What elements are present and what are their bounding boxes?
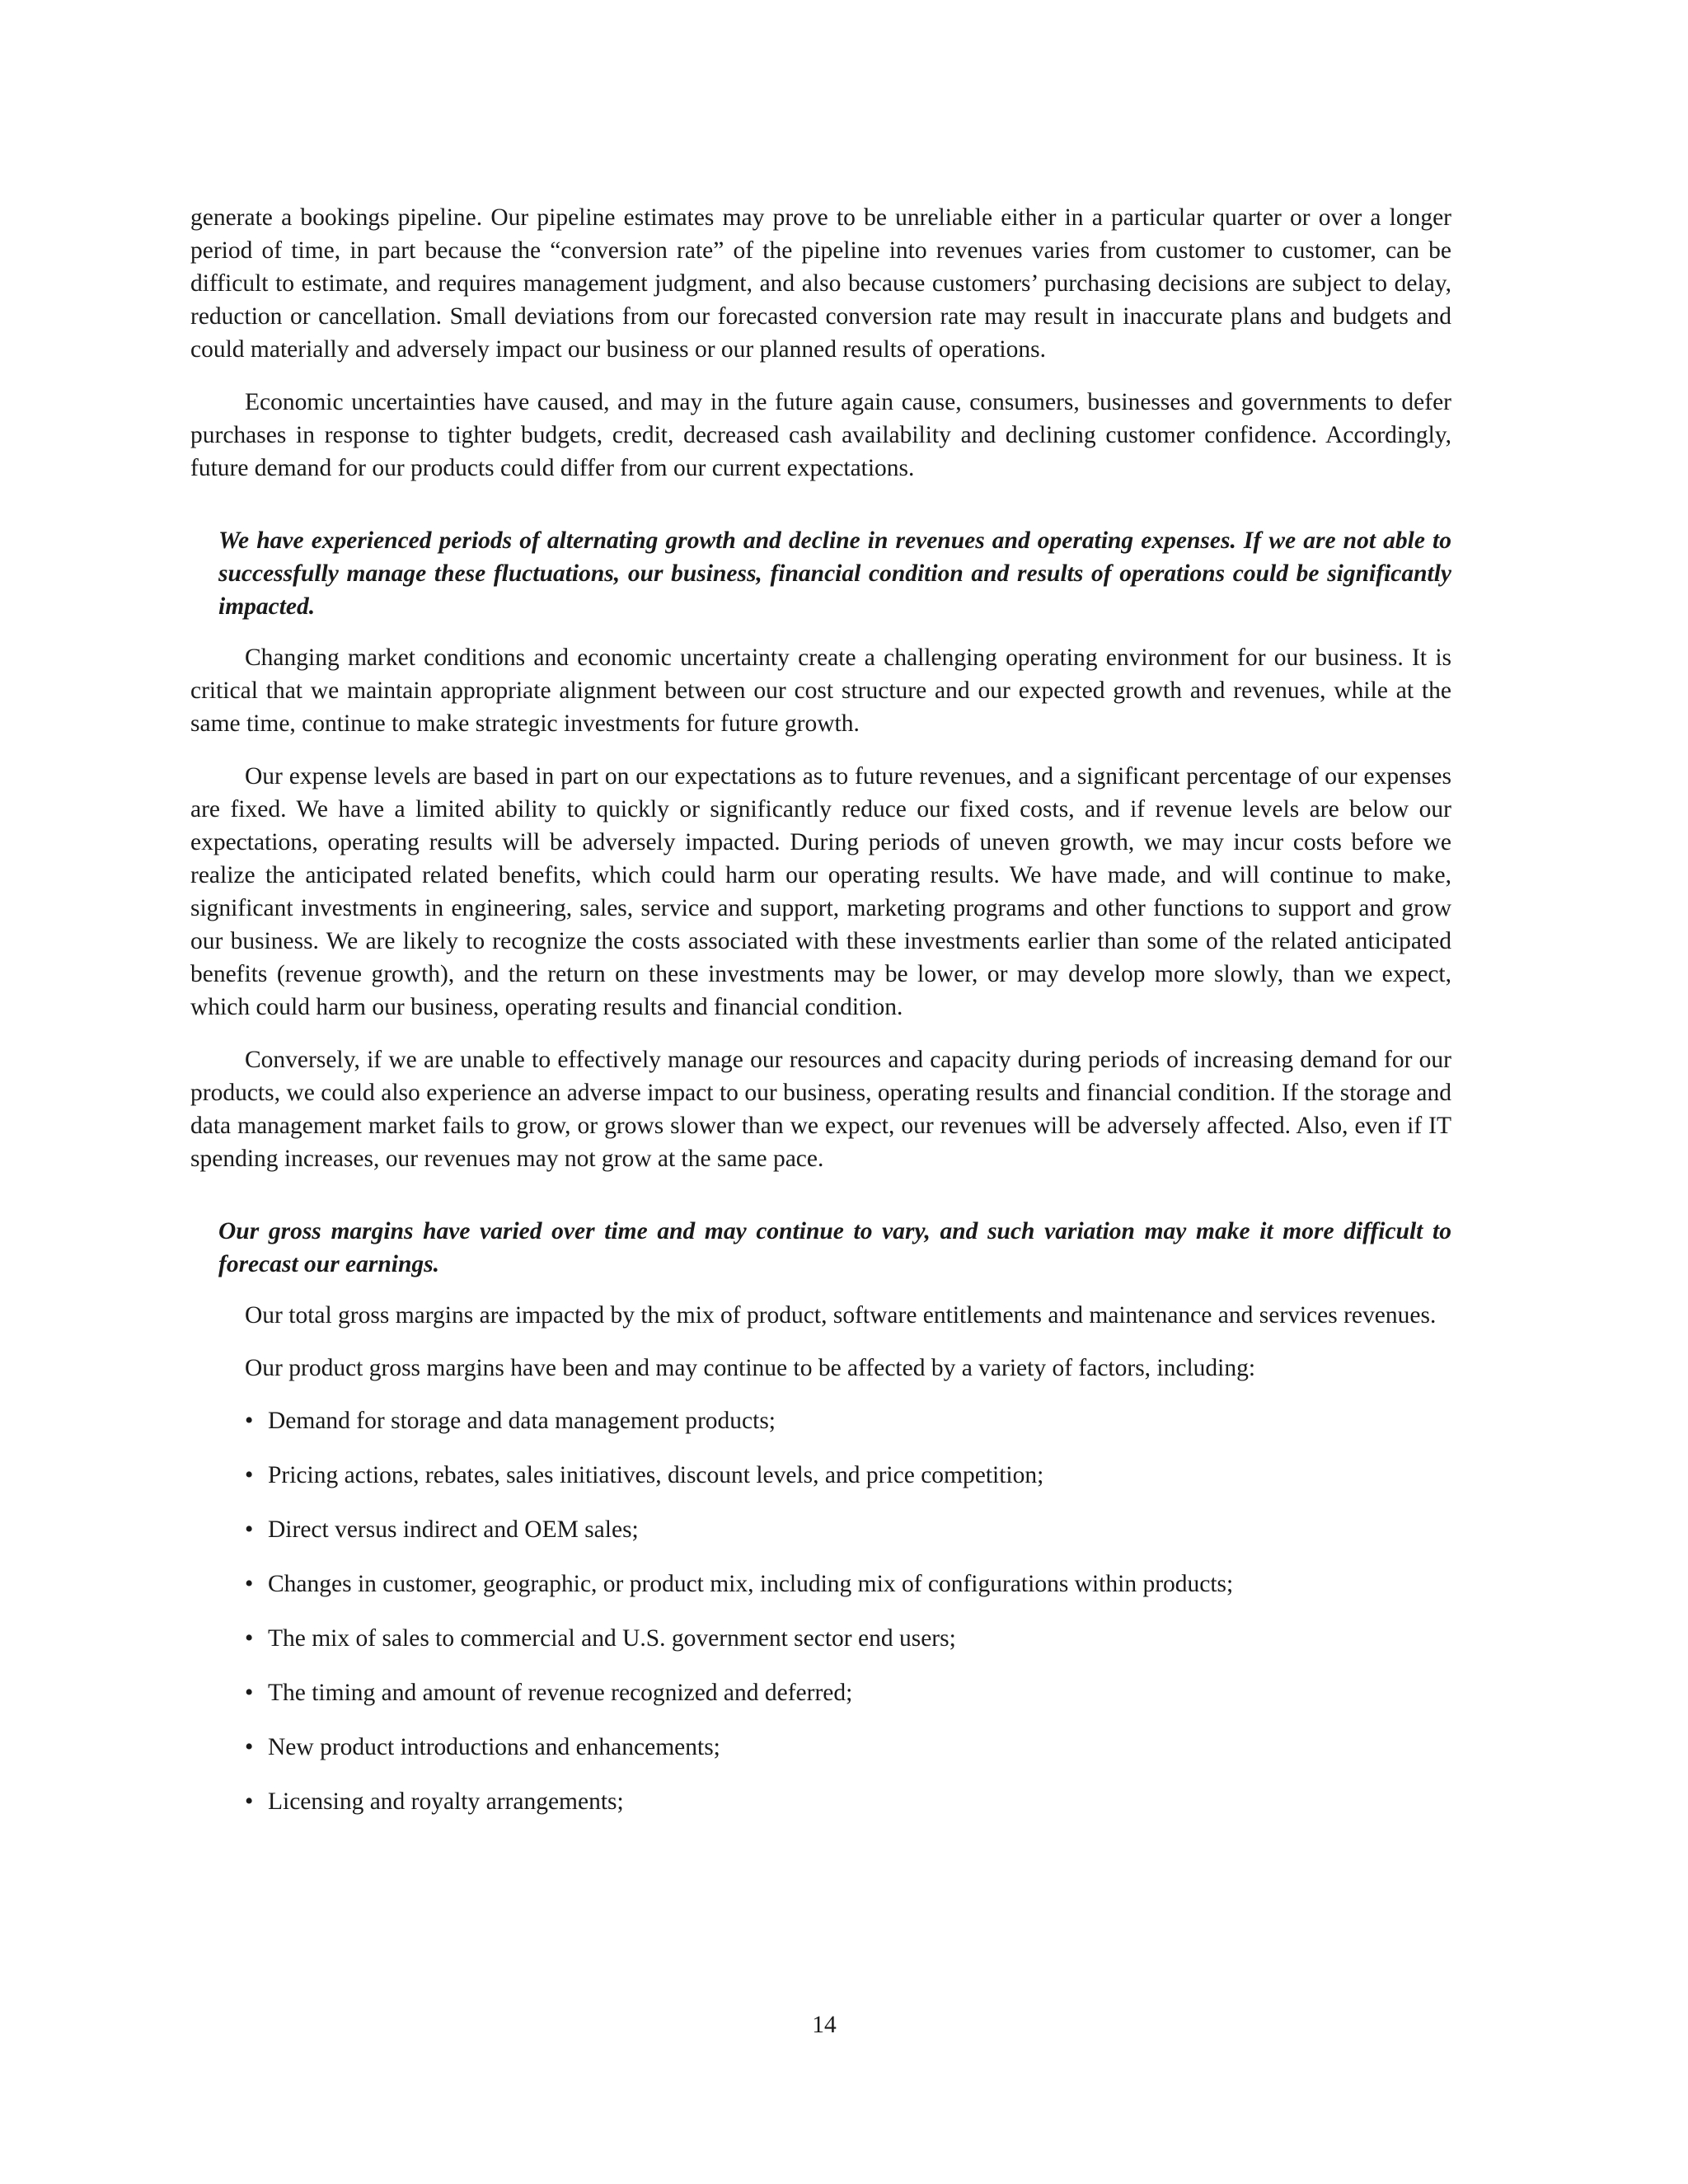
list-item-text: The mix of sales to commercial and U.S. government sector end users; bbox=[268, 1625, 956, 1652]
list-item-text: Direct versus indirect and OEM sales; bbox=[268, 1516, 639, 1543]
factor-list bbox=[190, 1404, 1451, 1818]
paragraph-market-conditions: Changing market conditions and economic uncertainty create a challenging operating environment for our business. It is critical that we maintain appropriate alignment between our cost structure and our expected growth and revenues, while at the same time, continue to make strategic investments for future growth. bbox=[190, 644, 1451, 737]
bullet-icon: • bbox=[245, 1571, 254, 1597]
list-item-text: Demand for storage and data management products; bbox=[268, 1408, 776, 1434]
list-item bbox=[245, 1785, 1451, 1818]
list-item bbox=[245, 1459, 1451, 1492]
list-item-text: Pricing actions, rebates, sales initiatives, discount levels, and price competition; bbox=[268, 1462, 1044, 1488]
paragraph-pipeline: generate a bookings pipeline. Our pipeline estimates may prove to be unreliable either in a particular quarter or over a longer period of time, in part because the “conversion rate” of the pipeline into revenues varies from customer to customer, can be difficult to estimate, and requires management judgment, and also because customers’ purchasing decisions are subject to delay, reduction or cancellation. Small deviations from our forecasted conversion rate may result in inaccurate plans and budgets and could materially and adversely impact our business or our planned results of operations. bbox=[190, 204, 1451, 363]
paragraph-product-gross-margins: Our product gross margins have been and may continue to be affected by a variety of factors, including: bbox=[245, 1355, 1256, 1381]
list-item-text: The timing and amount of revenue recognized and deferred; bbox=[268, 1680, 853, 1706]
list-item bbox=[245, 1404, 1451, 1437]
document-page bbox=[190, 201, 1451, 1818]
bullet-icon: • bbox=[245, 1734, 254, 1760]
paragraph-total-gross-margins: Our total gross margins are impacted by the mix of product, software entitlements and maintenance and services revenues. bbox=[245, 1302, 1437, 1329]
list-item-text: Changes in customer, geographic, or product mix, including mix of configurations within products; bbox=[268, 1571, 1234, 1597]
list-item bbox=[245, 1513, 1451, 1546]
paragraph-capacity: Conversely, if we are unable to effectively manage our resources and capacity during periods of increasing demand for our products, we could also experience an adverse impact to our business, operating results and financial condition. If the storage and data management market fails to grow, or grows slower than we expect, our revenues will be adversely affected. Also, even if IT spending increases, our revenues may not grow at the same pace. bbox=[190, 1047, 1451, 1172]
paragraph-expense-levels: Our expense levels are based in part on our expectations as to future revenues, and a significant percentage of our expenses are fixed. We have a limited ability to quickly or significantly reduce our fixed costs, and if revenue levels are below our expectations, operating results will be adversely impacted. During periods of uneven growth, we may incur costs before we realize the anticipated related benefits, which could harm our operating results. We have made, and will continue to make, significant investments in engineering, sales, service and support, marketing programs and other functions to support and grow our business. We are likely to recognize the costs associated with these investments earlier than some of the related anticipated benefits (revenue growth), and the return on these investments may be lower, or may develop more slowly, than we expect, which could harm our business, operating results and financial condition. bbox=[190, 763, 1451, 1020]
bullet-icon: • bbox=[245, 1408, 254, 1434]
list-item bbox=[245, 1622, 1451, 1655]
bullet-icon: • bbox=[245, 1516, 254, 1543]
paragraph-economic-uncertainties: Economic uncertainties have caused, and may in the future again cause, consumers, businesses and governments to defer purchases in response to tighter budgets, credit, decreased cash availability and declining customer confidence. Accordingly, future demand for our products could differ from our current expectations. bbox=[190, 389, 1451, 481]
bullet-icon: • bbox=[245, 1462, 254, 1488]
section-heading-growth-decline: We have experienced periods of alternating growth and decline in revenues and operating expenses. If we are not able to successfully manage these fluctuations, our business, financial condition and results of operations could be significantly impacted. bbox=[218, 527, 1451, 620]
page-number: 14 bbox=[812, 2012, 837, 2038]
list-item bbox=[245, 1676, 1451, 1709]
section-heading-gross-margins: Our gross margins have varied over time and may continue to vary, and such variation may make it more difficult to forecast our earnings. bbox=[218, 1218, 1451, 1277]
bullet-icon: • bbox=[245, 1625, 254, 1652]
list-item bbox=[245, 1568, 1451, 1601]
bullet-icon: • bbox=[245, 1680, 254, 1706]
bullet-icon: • bbox=[245, 1788, 254, 1815]
list-item-text: Licensing and royalty arrangements; bbox=[268, 1788, 624, 1815]
list-item-text: New product introductions and enhancements; bbox=[268, 1734, 720, 1760]
list-item bbox=[245, 1731, 1451, 1764]
